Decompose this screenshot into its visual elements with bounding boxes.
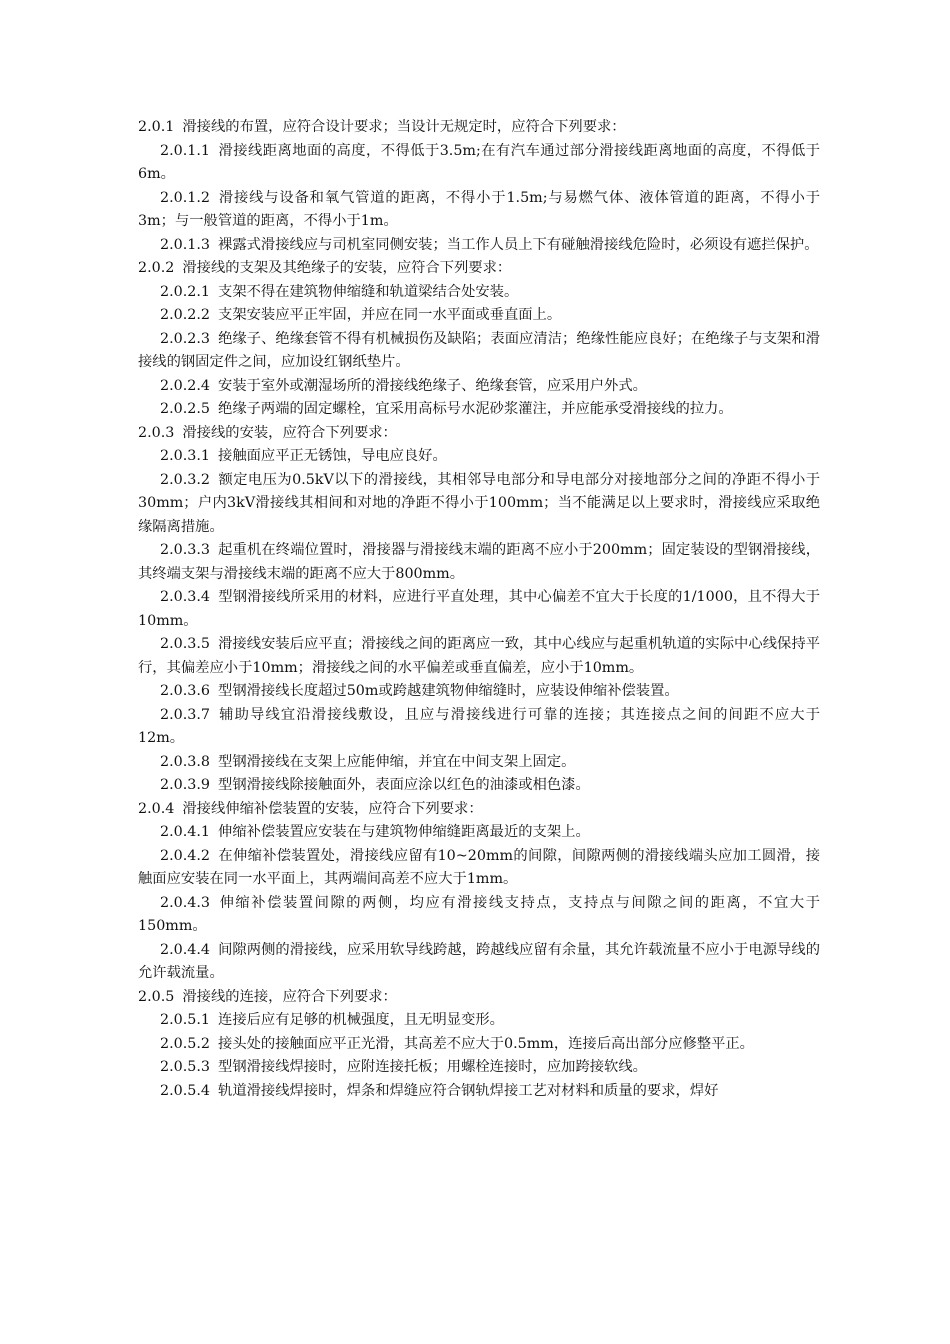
document-body <box>138 116 820 1103</box>
clause-text: 绝缘子两端的固定螺栓，宜采用高标号水泥砂浆灌注，并应能承受滑接线的拉力。 <box>218 401 733 417</box>
clause-2-0-3-1 <box>138 445 820 469</box>
clause-number: 2.0.3 <box>138 424 175 441</box>
clause-2-0-2-5 <box>138 398 820 422</box>
clause-2-0-3-5 <box>138 633 820 680</box>
clause-number: 2.0.2.3 <box>160 330 211 347</box>
clause-text: 滑接线伸缩补偿装置的安装，应符合下列要求： <box>182 800 483 817</box>
clause-2-0-4-4 <box>138 939 820 986</box>
clause-text: 型钢滑接线长度超过50m或跨越建筑物伸缩缝时，应装设伸缩补偿装置。 <box>218 683 679 699</box>
clause-number: 2.0.1.3 <box>160 236 211 253</box>
clause-number: 2.0.2.2 <box>160 307 211 323</box>
clause-text: 辅助导线宜沿滑接线敷设，且应与滑接线进行可靠的连接；其连接点之间的间距不应大于12m。 <box>138 706 820 746</box>
clause-text: 滑接线的布置，应符合设计要求；当设计无规定时，应符合下列要求： <box>182 119 626 135</box>
clause-2-0-2-2 <box>138 304 820 328</box>
clause-2-0-3-9 <box>138 774 820 798</box>
clause-2-0-2-1 <box>138 281 820 305</box>
clause-text: 型钢滑接线所采用的材料，应进行平直处理，其中心偏差不宜大于长度的1/1000，且不得大于10mm。 <box>138 589 820 629</box>
clause-2-0-1-1 <box>138 140 820 187</box>
clause-number: 2.0.1.2 <box>160 189 211 206</box>
clause-text: 裸露式滑接线应与司机室同侧安装；当工作人员上下有碰触滑接线危险时，必须设有遮拦保护。 <box>218 236 819 253</box>
clause-2-0-2-4 <box>138 375 820 399</box>
clause-number: 2.0.3.5 <box>160 636 211 652</box>
clause-2-0-5-3 <box>138 1056 820 1080</box>
clause-number: 2.0.4.4 <box>160 941 211 958</box>
clause-number: 2.0.5 <box>138 988 175 1005</box>
clause-number: 2.0.1.1 <box>160 142 211 159</box>
clause-number: 2.0.3.9 <box>160 777 211 793</box>
clause-text: 滑接线的安装，应符合下列要求： <box>182 424 397 441</box>
clause-2-0-4 <box>138 798 820 822</box>
clause-text: 滑接线安装后应平直；滑接线之间的距离应一致，其中心线应与起重机轨道的实际中心线保持平行，其偏差应小于10mm；滑接线之间的水平偏差或垂直偏差，应小于10mm。 <box>138 636 820 676</box>
clause-2-0-3-2 <box>138 469 820 540</box>
clause-number: 2.0.3.7 <box>160 706 211 723</box>
clause-number: 2.0.5.1 <box>160 1012 211 1028</box>
clause-text: 连接后应有足够的机械强度，且无明显变形。 <box>218 1012 504 1028</box>
clause-number: 2.0.5.2 <box>160 1035 211 1052</box>
clause-2-0-4-2 <box>138 845 820 892</box>
clause-text: 间隙两侧的滑接线，应采用软导线跨越，跨越线应留有余量，其允许载流量不应小于电源导线的允许载流量。 <box>138 941 820 981</box>
clause-text: 伸缩补偿装置间隙的两侧，均应有滑接线支持点，支持点与间隙之间的距离，不宜大于150mm。 <box>138 894 820 934</box>
clause-number: 2.0.3.8 <box>160 753 211 770</box>
clause-text: 型钢滑接线除接触面外，表面应涂以红色的油漆或相色漆。 <box>218 777 590 793</box>
clause-2-0-4-1 <box>138 821 820 845</box>
clause-text: 型钢滑接线在支架上应能伸缩，并宜在中间支架上固定。 <box>218 753 576 770</box>
clause-number: 2.0.4.3 <box>160 894 211 911</box>
clause-text: 在伸缩补偿装置处，滑接线应留有10~20mm的间隙，间隙两侧的滑接线端头应加工圆滑，接触面应安装在同一水平面上，其两端间高差不应大于1mm。 <box>138 847 820 887</box>
clause-text: 接触面应平正无锈蚀，导电应良好。 <box>218 448 447 464</box>
clause-number: 2.0.2.4 <box>160 377 211 394</box>
clause-text: 滑接线的连接，应符合下列要求： <box>182 988 397 1005</box>
clause-text: 支架安装应平正牢固，并应在同一水平面或垂直面上。 <box>218 307 562 323</box>
clause-2-0-5-1 <box>138 1009 820 1033</box>
clause-2-0-5-4 <box>138 1080 820 1104</box>
clause-number: 2.0.3.4 <box>160 589 211 605</box>
clause-number: 2.0.3.2 <box>160 471 211 488</box>
clause-2-0-5-2 <box>138 1033 820 1057</box>
clause-number: 2.0.2.1 <box>160 283 211 300</box>
clause-text: 绝缘子、绝缘套管不得有机械损伤及缺陷；表面应清洁；绝缘性能应良好；在绝缘子与支架和滑接线的钢固定件之间，应加设红钢纸垫片。 <box>138 330 820 370</box>
clause-text: 接头处的接触面应平正光滑，其高差不应大于0.5mm，连接后高出部分应修整平正。 <box>218 1035 754 1052</box>
clause-text: 支架不得在建筑物伸缩缝和轨道梁结合处安装。 <box>218 283 519 300</box>
clause-2-0-3-8 <box>138 751 820 775</box>
clause-number: 2.0.2 <box>138 260 175 276</box>
clause-text: 轨道滑接线焊接时，焊条和焊缝应符合钢轨焊接工艺对材料和质量的要求，焊好 <box>218 1082 719 1099</box>
clause-text: 起重机在终端位置时，滑接器与滑接线末端的距离不应小于200mm；固定装设的型钢滑接线，其终端支架与滑接线末端的距离不应大于800mm。 <box>138 542 820 582</box>
clause-2-0-5 <box>138 986 820 1010</box>
clause-2-0-3-7 <box>138 704 820 751</box>
clause-number: 2.0.4.1 <box>160 824 211 840</box>
clause-2-0-3-3 <box>138 539 820 586</box>
clause-2-0-2 <box>138 257 820 281</box>
clause-2-0-2-3 <box>138 328 820 375</box>
clause-2-0-3-4 <box>138 586 820 633</box>
clause-number: 2.0.5.3 <box>160 1059 211 1075</box>
clause-number: 2.0.4 <box>138 800 175 817</box>
clause-number: 2.0.3.3 <box>160 542 211 558</box>
clause-2-0-1 <box>138 116 820 140</box>
clause-2-0-1-2 <box>138 187 820 234</box>
clause-2-0-3 <box>138 422 820 446</box>
clause-text: 滑接线与设备和氧气管道的距离，不得小于1.5m;与易燃气体、液体管道的距离，不得小于3m；与一般管道的距离，不得小于1m。 <box>138 189 820 229</box>
clause-number: 2.0.2.5 <box>160 401 211 417</box>
clause-number: 2.0.3.6 <box>160 683 211 699</box>
clause-text: 滑接线的支架及其绝缘子的安装，应符合下列要求： <box>182 260 512 276</box>
clause-2-0-4-3 <box>138 892 820 939</box>
clause-number: 2.0.5.4 <box>160 1082 211 1099</box>
clause-number: 2.0.3.1 <box>160 448 211 464</box>
clause-text: 伸缩补偿装置应安装在与建筑物伸缩缝距离最近的支架上。 <box>218 824 590 840</box>
clause-text: 额定电压为0.5kV以下的滑接线，其相邻导电部分和导电部分对接地部分之间的净距不得小于30mm；户内3kV滑接线其相间和对地的净距不得小于100mm；当不能满足以上要求时，滑接线应采取绝缘隔离措施。 <box>138 471 820 535</box>
clause-text: 滑接线距离地面的高度，不得低于3.5m;在有汽车通过部分滑接线距离地面的高度，不得低于6m。 <box>138 142 820 182</box>
clause-number: 2.0.4.2 <box>160 847 211 864</box>
clause-2-0-1-3 <box>138 234 820 258</box>
clause-text: 型钢滑接线焊接时，应附连接托板；用螺栓连接时，应加跨接软线。 <box>218 1059 647 1075</box>
clause-2-0-3-6 <box>138 680 820 704</box>
clause-text: 安装于室外或潮湿场所的滑接线绝缘子、绝缘套管，应采用户外式。 <box>218 377 647 394</box>
clause-number: 2.0.1 <box>138 119 175 135</box>
